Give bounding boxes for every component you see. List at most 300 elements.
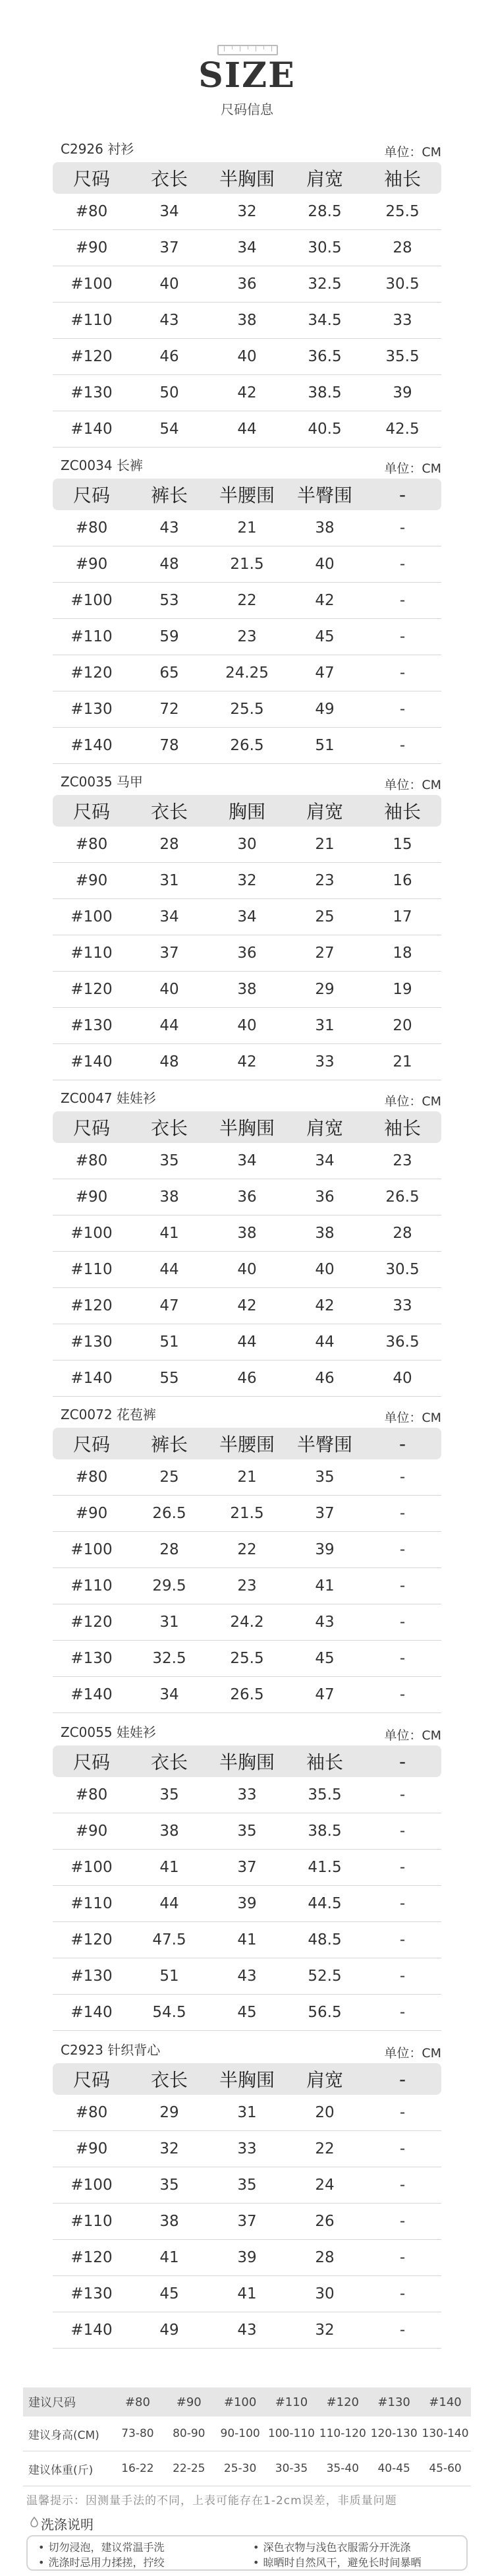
table-cell: 41 [130,2240,208,2276]
header-row [53,1745,441,1777]
table-cell: #130 [53,691,130,728]
table-row [53,1532,441,1568]
table-cell: - [364,1604,441,1641]
size-chart-section [53,1404,441,1701]
table-row [53,691,441,728]
column-header: 半胸围 [208,1745,286,1777]
table-row [53,935,441,972]
table-cell: 16 [364,863,441,899]
size-chart-section [53,455,441,754]
table-cell: 30 [208,827,286,863]
table-row [53,2095,441,2131]
table-cell: 21.5 [208,546,286,583]
table-cell: 54 [130,411,208,448]
table-cell: - [364,1532,441,1568]
table-cell: 51 [130,1324,208,1361]
rec-cell: 建议身高(CM) [23,2416,112,2451]
table-cell: 41.5 [286,1850,364,1886]
table-cell: 44 [130,1886,208,1922]
table-cell: #120 [53,339,130,375]
table-cell: #120 [53,972,130,1008]
unit-label: 单位：CM [384,1728,441,1743]
size-table [53,2063,441,2349]
table-row [53,230,441,266]
section-title: ZC0055 娃娃衫 [61,1724,156,1740]
table-cell: 33 [364,303,441,339]
table-cell: 32.5 [130,1641,208,1677]
table-cell: 31 [130,1604,208,1641]
table-cell: 25.5 [208,691,286,728]
table-row [53,1777,441,1813]
rec-cell: 30-35 [266,2451,317,2486]
table-cell: 38 [286,1215,364,1252]
table-cell: #100 [53,583,130,619]
table-cell: 33 [364,1288,441,1324]
table-row [53,1850,441,1886]
table-cell: 37 [130,935,208,972]
table-row [53,1324,441,1361]
ruler-icon [217,45,278,55]
size-chart-section [53,2039,441,2339]
table-cell: 40 [364,1361,441,1397]
table-cell: 44 [286,1324,364,1361]
table-cell: 36.5 [364,1324,441,1361]
table-row [53,619,441,655]
table-cell: 32.5 [286,266,364,303]
table-cell: #120 [53,655,130,691]
table-row [53,510,441,546]
header-row [53,2063,441,2095]
table-cell: 34.5 [286,303,364,339]
table-cell: 29 [286,972,364,1008]
table-cell: #110 [53,303,130,339]
table-row [53,375,441,411]
size-header [0,40,494,117]
table-cell: 34 [208,230,286,266]
table-cell: - [364,2167,441,2204]
table-cell: 40 [286,1252,364,1288]
table-cell: 53 [130,583,208,619]
table-cell: 22 [208,1532,286,1568]
table-cell: 40.5 [286,411,364,448]
table-cell: #140 [53,1677,130,1713]
table-cell: #90 [53,2131,130,2167]
table-row [53,728,441,764]
table-row [53,1143,441,1179]
table-cell: #80 [53,194,130,230]
washing-item: • 洗涤时忌用力揉搓，拧绞 [38,2554,164,2569]
table-cell: 25.5 [208,1641,286,1677]
column-header: 半胸围 [208,2063,286,2095]
table-cell: 59 [130,619,208,655]
rec-cell: 73-80 [112,2416,163,2451]
rec-cell: 110-120 [317,2416,368,2451]
table-cell: #90 [53,1179,130,1215]
table-cell: - [364,2312,441,2349]
table-cell: - [364,2204,441,2240]
table-cell: #100 [53,1850,130,1886]
table-cell: 39 [286,1532,364,1568]
column-header: 尺码 [53,1428,130,1459]
table-cell: - [364,691,441,728]
table-cell: 25 [286,899,364,935]
table-cell: 17 [364,899,441,935]
washing-instructions [26,2535,468,2571]
table-row [53,1361,441,1397]
column-header: 衣长 [130,2063,208,2095]
washing-item: • 晾晒时自然风干，避免长时间暴晒 [253,2554,421,2569]
unit-label: 单位：CM [384,1411,441,1425]
size-table [53,795,441,1080]
table-cell: #120 [53,1922,130,1958]
rec-cell: 35-40 [317,2451,368,2486]
table-cell: 32 [130,2131,208,2167]
table-cell: - [364,1641,441,1677]
table-cell: 34 [130,1677,208,1713]
column-header: 衣长 [130,1111,208,1143]
table-cell: 38 [130,1813,208,1850]
table-cell: - [364,1850,441,1886]
table-row [53,655,441,691]
table-cell: 22 [286,2131,364,2167]
table-row [53,1252,441,1288]
table-cell: 44 [130,1008,208,1044]
table-cell: #100 [53,1215,130,1252]
table-row [53,1044,441,1080]
table-cell: - [364,1922,441,1958]
table-row [53,1813,441,1850]
table-cell: 40 [208,1008,286,1044]
table-cell: 31 [208,2095,286,2131]
table-cell: 34 [286,1143,364,1179]
table-cell: 28 [130,827,208,863]
column-header: 尺码 [53,1745,130,1777]
washing-item: • 深色衣物与浅色衣服需分开洗涤 [253,2539,410,2554]
table-cell: #120 [53,2240,130,2276]
table-cell: - [364,655,441,691]
table-row [53,546,441,583]
size-chart-section [53,138,441,438]
table-cell: 21 [208,510,286,546]
rec-cell: 建议体重(斤) [23,2451,112,2486]
table-row [53,1008,441,1044]
recommendation-height-row [23,2416,471,2451]
table-cell: 21 [364,1044,441,1080]
table-cell: 49 [286,691,364,728]
unit-label: 单位：CM [384,2046,441,2061]
table-row [53,2312,441,2349]
table-cell: - [364,1958,441,1995]
section-title: C2926 衬衫 [61,141,134,157]
table-cell: 30 [286,2276,364,2312]
table-row [53,2167,441,2204]
column-header: 尺码 [53,479,130,510]
table-cell: 38 [208,972,286,1008]
table-cell: 36 [208,935,286,972]
table-cell: 26.5 [130,1496,208,1532]
table-row [53,583,441,619]
table-cell: 39 [208,2240,286,2276]
table-cell: 26.5 [208,1677,286,1713]
table-cell: - [364,1496,441,1532]
table-cell: 46 [208,1361,286,1397]
table-row [53,1568,441,1604]
table-cell: - [364,2131,441,2167]
washing-item: • 切勿浸泡，建议常温手洗 [38,2539,164,2554]
table-row [53,2131,441,2167]
header-row [53,162,441,194]
table-cell: 39 [208,1886,286,1922]
table-row [53,1886,441,1922]
table-cell: #80 [53,827,130,863]
table-row [53,1215,441,1252]
table-cell: 47 [286,655,364,691]
table-cell: 33 [208,2131,286,2167]
table-cell: 21.5 [208,1496,286,1532]
table-cell: 41 [130,1215,208,1252]
column-header: - [364,1745,441,1777]
table-cell: - [364,619,441,655]
recommendation-header-row [23,2387,471,2416]
column-header: 衣长 [130,795,208,827]
table-cell: 44 [130,1252,208,1288]
column-header: 尺码 [53,162,130,194]
table-cell: 38.5 [286,1813,364,1850]
table-cell: #130 [53,375,130,411]
table-cell: 48 [130,1044,208,1080]
column-header: 肩宽 [286,2063,364,2095]
measurement-tip: 温馨提示：因测量手法的不同，上表可能存在1-2cm误差，非质量问题 [26,2494,397,2507]
table-cell: #90 [53,230,130,266]
table-row [53,1459,441,1496]
column-header: 袖长 [364,795,441,827]
header-row [53,1428,441,1459]
table-cell: - [364,2276,441,2312]
rec-cell: 120-130 [368,2416,420,2451]
table-cell: 45 [286,1641,364,1677]
table-cell: - [364,546,441,583]
section-title: ZC0047 娃娃衫 [61,1090,156,1106]
table-cell: 46 [130,339,208,375]
table-cell: 18 [364,935,441,972]
table-cell: - [364,1677,441,1713]
table-cell: 31 [286,1008,364,1044]
table-cell: 35 [286,1459,364,1496]
table-cell: 32 [208,194,286,230]
table-cell: #110 [53,1252,130,1288]
header-row [53,479,441,510]
table-cell: 42 [208,1288,286,1324]
table-cell: 26 [286,2204,364,2240]
table-cell: #120 [53,1604,130,1641]
header-row [53,795,441,827]
table-cell: #140 [53,1995,130,2031]
unit-label: 单位：CM [384,778,441,792]
table-cell: 24 [286,2167,364,2204]
table-cell: 21 [286,827,364,863]
column-header: - [364,2063,441,2095]
size-chart-section [53,771,441,1068]
column-header: 肩宽 [286,162,364,194]
table-cell: #110 [53,619,130,655]
water-drop-icon [30,2517,38,2527]
table-cell: 48 [130,546,208,583]
table-cell: 23 [286,863,364,899]
column-header: 肩宽 [286,795,364,827]
table-cell: - [364,510,441,546]
table-row [53,972,441,1008]
table-cell: 44 [208,1324,286,1361]
column-header: - [364,479,441,510]
table-cell: 38 [130,2204,208,2240]
column-header: 胸围 [208,795,286,827]
table-row [53,1604,441,1641]
table-cell: - [364,728,441,764]
table-cell: 45 [130,2276,208,2312]
table-cell: 42 [208,1044,286,1080]
table-cell: 35.5 [286,1777,364,1813]
table-row [53,2240,441,2276]
table-cell: #130 [53,1324,130,1361]
table-cell: 31 [130,863,208,899]
table-cell: 43 [208,2312,286,2349]
table-cell: 37 [208,1850,286,1886]
table-cell: 15 [364,827,441,863]
table-cell: 37 [130,230,208,266]
table-cell: #80 [53,510,130,546]
table-cell: 38 [208,1215,286,1252]
table-cell: 51 [286,728,364,764]
table-cell: 28.5 [286,194,364,230]
table-cell: - [364,1995,441,2031]
table-cell: 41 [208,2276,286,2312]
table-cell: - [364,2240,441,2276]
rec-cell: 80-90 [163,2416,215,2451]
table-cell: #110 [53,935,130,972]
table-row [53,411,441,448]
section-title: ZC0034 长裤 [61,457,143,473]
table-cell: 41 [286,1568,364,1604]
table-row [53,303,441,339]
table-cell: 37 [286,1496,364,1532]
table-cell: 43 [286,1604,364,1641]
rec-cell: #120 [317,2387,368,2416]
table-row [53,1179,441,1215]
column-header: 肩宽 [286,1111,364,1143]
table-cell: 40 [286,546,364,583]
column-header: 衣长 [130,162,208,194]
table-cell: 35.5 [364,339,441,375]
table-cell: 42 [286,1288,364,1324]
table-cell: #100 [53,2167,130,2204]
table-cell: 34 [208,1143,286,1179]
column-header: 半臀围 [286,479,364,510]
table-cell: - [364,1568,441,1604]
table-cell: #100 [53,899,130,935]
table-cell: 28 [364,230,441,266]
table-cell: #140 [53,2312,130,2349]
table-row [53,1958,441,1995]
table-row [53,266,441,303]
table-cell: #80 [53,1143,130,1179]
table-cell: 28 [286,2240,364,2276]
table-cell: #90 [53,1496,130,1532]
table-cell: 72 [130,691,208,728]
table-row [53,827,441,863]
table-cell: #130 [53,1641,130,1677]
rec-cell: 25-30 [215,2451,266,2486]
table-cell: #110 [53,1568,130,1604]
column-header: 裤长 [130,479,208,510]
table-cell: 38 [208,303,286,339]
table-cell: #120 [53,1288,130,1324]
table-cell: 29 [130,2095,208,2131]
table-cell: 26.5 [208,728,286,764]
recommendation-weight-row [23,2451,471,2486]
size-subtitle: 尺码信息 [221,102,273,117]
table-cell: 22 [208,583,286,619]
table-cell: 38 [130,1179,208,1215]
table-row [53,2276,441,2312]
table-cell: 48.5 [286,1922,364,1958]
column-header: 袖长 [364,1111,441,1143]
size-table [53,479,441,764]
table-cell: 24.25 [208,655,286,691]
column-header: 半腰围 [208,1428,286,1459]
table-cell: 46 [286,1361,364,1397]
table-cell: 47 [286,1677,364,1713]
column-header: 衣长 [130,1745,208,1777]
table-cell: 23 [208,1568,286,1604]
table-cell: 19 [364,972,441,1008]
column-header: 半胸围 [208,1111,286,1143]
unit-label: 单位：CM [384,1094,441,1109]
size-table [53,1428,441,1713]
table-cell: 45 [208,1995,286,2031]
rec-cell: 45-60 [420,2451,471,2486]
table-cell: 35 [130,1143,208,1179]
table-cell: 47 [130,1288,208,1324]
table-cell: 52.5 [286,1958,364,1995]
table-row [53,863,441,899]
size-chart-section [53,1088,441,1387]
table-cell: 49 [130,2312,208,2349]
table-cell: 44 [208,411,286,448]
table-cell: 36 [208,1179,286,1215]
column-header: 尺码 [53,795,130,827]
table-cell: 37 [208,2204,286,2240]
rec-cell: #90 [163,2387,215,2416]
table-row [53,1288,441,1324]
table-cell: 51 [130,1958,208,1995]
table-cell: 25.5 [364,194,441,230]
column-header: 袖长 [364,162,441,194]
table-cell: 23 [364,1143,441,1179]
table-cell: 40 [130,266,208,303]
table-row [53,194,441,230]
size-chart-section [53,1722,441,2021]
table-cell: #100 [53,266,130,303]
table-cell: 40 [208,1252,286,1288]
table-cell: 43 [130,510,208,546]
table-cell: 33 [286,1044,364,1080]
table-cell: 42 [208,375,286,411]
column-header: 袖长 [286,1745,364,1777]
table-cell: #140 [53,411,130,448]
table-cell: 54.5 [130,1995,208,2031]
rec-cell: #130 [368,2387,420,2416]
column-header: 半臀围 [286,1428,364,1459]
